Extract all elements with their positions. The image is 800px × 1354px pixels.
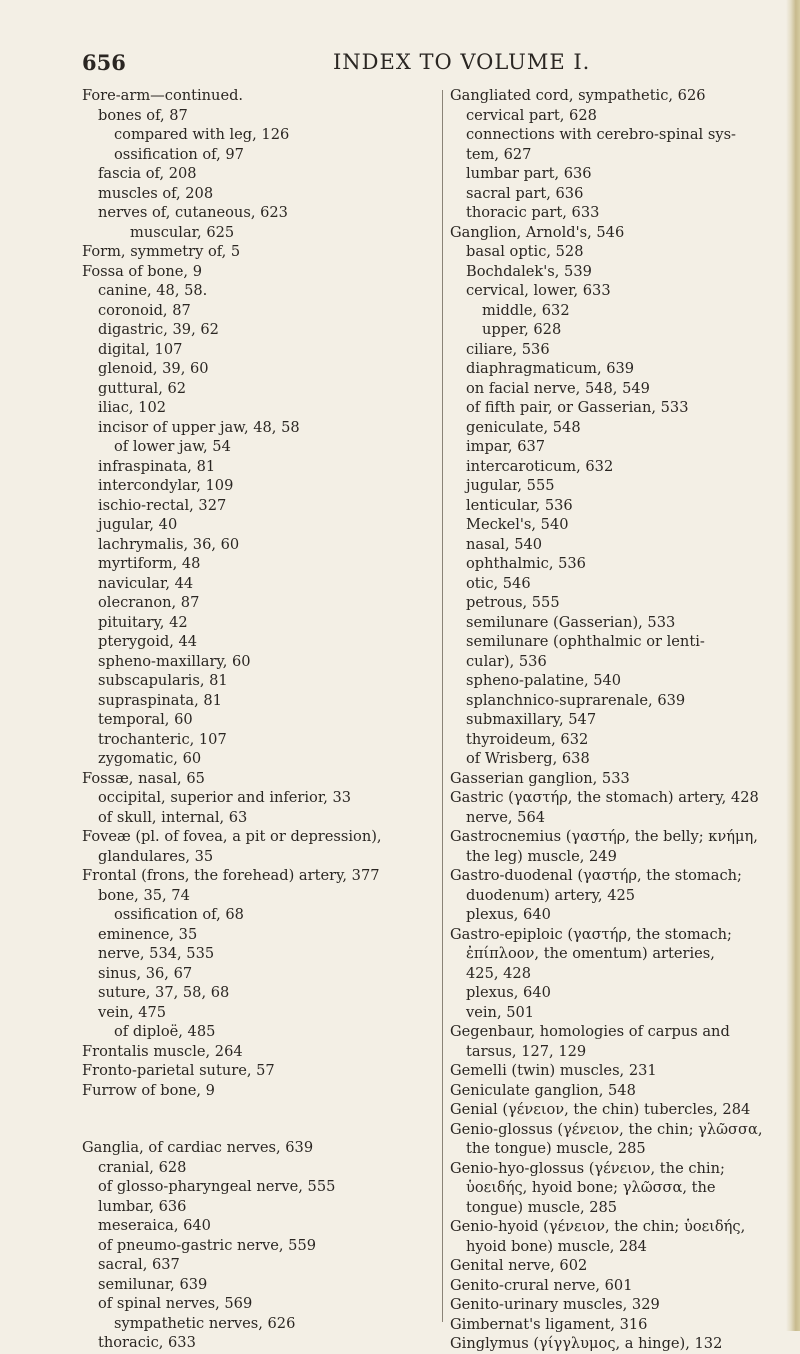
index-subentry: sacral part, 636 <box>466 184 584 202</box>
index-entry: Gastro-duodenal (γαστήρ, the stomach; <box>450 867 742 884</box>
index-subentry: olecranon, 87 <box>98 594 200 611</box>
index-subentry: of lower jaw, 54 <box>114 438 231 455</box>
index-column-right <box>450 86 788 1354</box>
index-entry: Geniculate ganglion, 548 <box>450 1081 636 1099</box>
index-subentry: glenoid, 39, 60 <box>98 360 209 377</box>
index-subentry: semilunare (ophthalmic or lenti- <box>466 633 705 650</box>
index-subentry: bone, 35, 74 <box>98 886 190 904</box>
index-subentry: suture, 37, 58, 68 <box>98 984 230 1001</box>
index-subentry: duodenum) artery, 425 <box>466 886 636 904</box>
index-entry: Gangliated cord, sympathetic, 626 <box>450 87 706 104</box>
index-subentry: semilunare (Gasserian), 533 <box>466 613 676 631</box>
index-subentry: otic, 546 <box>466 574 531 592</box>
index-subentry: jugular, 40 <box>98 516 178 533</box>
index-subentry: tongue) muscle, 285 <box>466 1198 618 1216</box>
index-subentry: ὑοειδής, hyoid bone; γλῶσσα, the <box>466 1179 716 1196</box>
index-entry: Form, symmetry of, 5 <box>82 243 241 260</box>
index-subentry: on facial nerve, 548, 549 <box>466 379 650 397</box>
index-subentry: occipital, superior and inferior, 33 <box>98 789 352 806</box>
index-subentry: basal optic, 528 <box>466 243 584 260</box>
index-entry: Fore-arm—continued. <box>82 87 244 104</box>
index-subentry: of spinal nerves, 569 <box>98 1295 253 1312</box>
index-subentry: thyroideum, 632 <box>466 730 589 748</box>
index-subentry: pituitary, 42 <box>98 613 188 631</box>
index-subentry: middle, 632 <box>482 301 570 319</box>
index-subentry: diaphragmaticum, 639 <box>466 360 635 377</box>
index-subentry: submaxillary, 547 <box>466 711 597 728</box>
index-entry: Ginglymus (γίγγλυμος, a hinge), 132 <box>450 1335 723 1352</box>
index-subentry: subscapularis, 81 <box>98 672 228 689</box>
index-subentry: nerve, 564 <box>466 808 546 826</box>
index-subentry: of pneumo-gastric nerve, 559 <box>98 1236 317 1254</box>
index-entry: Genio-glossus (γένειον, the chin; γλῶσσα, <box>450 1120 763 1138</box>
section-gap <box>82 1100 450 1138</box>
index-subentry: ophthalmic, 536 <box>466 555 586 572</box>
index-subentry: intercaroticum, 632 <box>466 457 614 475</box>
index-subentry: nerves of, cutaneous, 623 <box>98 204 288 221</box>
index-subentry: Meckel's, 540 <box>466 516 569 533</box>
index-entry: Furrow of bone, 9 <box>82 1081 215 1099</box>
index-subentry: incisor of upper jaw, 48, 58 <box>98 418 300 436</box>
index-entry: Foveæ (pl. of fovea, a pit or depression), <box>82 828 382 845</box>
index-subentry: intercondylar, 109 <box>98 477 234 494</box>
index-subentry: connections with cerebro-spinal sys- <box>466 126 736 143</box>
index-entry: Fronto-parietal suture, 57 <box>82 1062 275 1079</box>
index-subentry: of diploë, 485 <box>114 1023 216 1040</box>
index-subentry: hyoid bone) muscle, 284 <box>466 1237 647 1255</box>
index-subentry: ciliare, 536 <box>466 340 550 358</box>
index-subentry: muscular, 625 <box>130 223 235 241</box>
index-subentry: tarsus, 127, 129 <box>466 1042 587 1060</box>
index-subentry: fascia of, 208 <box>98 165 197 182</box>
index-entry: Gimbernat's ligament, 316 <box>450 1315 648 1333</box>
index-subentry: supraspinata, 81 <box>98 691 222 709</box>
index-subentry: spheno-maxillary, 60 <box>98 652 251 670</box>
index-subentry: lachrymalis, 36, 60 <box>98 535 240 553</box>
index-subentry: nerve, 534, 535 <box>98 945 215 962</box>
index-subentry: navicular, 44 <box>98 574 194 592</box>
index-entry: Genital nerve, 602 <box>450 1257 588 1274</box>
index-entry: Ganglion, Arnold's, 546 <box>450 223 625 241</box>
index-subentry: zygomatic, 60 <box>98 750 202 767</box>
index-subentry: semilunar, 639 <box>98 1275 208 1293</box>
index-subentry: meseraica, 640 <box>98 1217 211 1234</box>
index-subentry: sacral, 637 <box>98 1256 180 1273</box>
index-subentry: muscles of, 208 <box>98 184 214 202</box>
index-subentry: trochanteric, 107 <box>98 730 227 748</box>
index-subentry: ἐπίπλοον, the omentum) arteries, <box>466 945 715 962</box>
index-subentry: compared with leg, 126 <box>114 126 290 143</box>
index-subentry: sinus, 36, 67 <box>98 964 193 982</box>
index-subentry: digastric, 39, 62 <box>98 321 219 338</box>
index-entry: Genito-urinary muscles, 329 <box>450 1296 660 1313</box>
index-subentry: impar, 637 <box>466 438 546 455</box>
index-subentry: bones of, 87 <box>98 106 188 124</box>
index-subentry: sympathetic nerves, 626 <box>114 1314 296 1332</box>
index-subentry: cervical, lower, 633 <box>466 282 611 299</box>
index-entry: Genio-hyo-glossus (γένειον, the chin; <box>450 1159 725 1177</box>
index-subentry: thoracic part, 633 <box>466 204 600 221</box>
index-entry: Fossæ, nasal, 65 <box>82 769 205 787</box>
index-subentry: of fifth pair, or Gasserian, 533 <box>466 399 689 416</box>
index-subentry: Bochdalek's, 539 <box>466 262 592 280</box>
index-subentry: eminence, 35 <box>98 925 198 943</box>
index-subentry: thoracic, 633 <box>98 1334 196 1351</box>
index-subentry: ossification of, 97 <box>114 145 244 163</box>
index-entry: Gastric (γαστήρ, the stomach) artery, 428 <box>450 789 759 806</box>
index-subentry: lumbar, 636 <box>98 1197 187 1215</box>
index-subentry: coronoid, 87 <box>98 301 191 319</box>
page-title: INDEX TO VOLUME I. <box>333 50 591 74</box>
index-subentry: cervical part, 628 <box>466 106 597 124</box>
index-subentry: glandulares, 35 <box>98 847 214 865</box>
index-subentry: ossification of, 68 <box>114 906 244 923</box>
index-subentry: temporal, 60 <box>98 711 193 728</box>
index-entry: Genito-crural nerve, 601 <box>450 1276 633 1294</box>
index-subentry: jugular, 555 <box>466 477 555 494</box>
index-entry: Gemelli (twin) muscles, 231 <box>450 1062 657 1079</box>
index-subentry: of glosso-pharyngeal nerve, 555 <box>98 1178 336 1195</box>
index-entry: Gastrocnemius (γαστήρ, the belly; κνήμη, <box>450 828 758 845</box>
index-subentry: the leg) muscle, 249 <box>466 847 617 865</box>
index-entry: Gasserian ganglion, 533 <box>450 769 630 787</box>
index-subentry: splanchnico-suprarenale, 639 <box>466 691 686 709</box>
index-entry: Gastro-epiploic (γαστήρ, the stomach; <box>450 925 732 943</box>
index-entry: Ganglia, of cardiac nerves, 639 <box>82 1139 314 1156</box>
index-subentry: of skull, internal, 63 <box>98 808 248 826</box>
index-subentry: cranial, 628 <box>98 1158 187 1176</box>
index-subentry: the tongue) muscle, 285 <box>466 1140 646 1157</box>
index-subentry: myrtiform, 48 <box>98 555 201 572</box>
index-subentry: tem, 627 <box>466 145 532 163</box>
index-subentry: pterygoid, 44 <box>98 633 198 650</box>
index-subentry: lumbar part, 636 <box>466 165 592 182</box>
index-entry: Genio-hyoid (γένειον, the chin; ὑοειδής, <box>450 1218 746 1235</box>
index-column-left <box>82 86 450 1353</box>
index-subentry: petrous, 555 <box>466 594 560 611</box>
index-entry: Gegenbaur, homologies of carpus and <box>450 1023 730 1040</box>
index-entry: Frontalis muscle, 264 <box>82 1042 243 1060</box>
index-entry: Genial (γένειον, the chin) tubercles, 284 <box>450 1101 751 1118</box>
index-subentry: guttural, 62 <box>98 379 187 397</box>
index-subentry: 425, 428 <box>466 964 531 982</box>
index-subentry: lenticular, 536 <box>466 496 573 514</box>
index-subentry: upper, 628 <box>482 321 562 338</box>
page-edge <box>786 0 800 1331</box>
index-subentry: digital, 107 <box>98 340 183 358</box>
index-subentry: ischio-rectal, 327 <box>98 496 227 514</box>
index-entry: Frontal (frons, the forehead) artery, 377 <box>82 867 380 884</box>
index-entry: Fossa of bone, 9 <box>82 262 202 280</box>
index-subentry: plexus, 640 <box>466 984 551 1001</box>
index-subentry: of Wrisberg, 638 <box>466 750 590 767</box>
index-subentry: iliac, 102 <box>98 399 167 416</box>
index-subentry: plexus, 640 <box>466 906 551 923</box>
index-subentry: infraspinata, 81 <box>98 457 216 475</box>
index-subentry: nasal, 540 <box>466 535 543 553</box>
index-subentry: cular), 536 <box>466 652 547 670</box>
index-subentry: geniculate, 548 <box>466 418 581 436</box>
index-subentry: spheno-palatine, 540 <box>466 672 622 689</box>
index-subentry: vein, 501 <box>466 1003 535 1021</box>
index-subentry: canine, 48, 58. <box>98 282 208 299</box>
page-number: 656 <box>82 50 126 75</box>
index-subentry: vein, 475 <box>98 1003 167 1021</box>
